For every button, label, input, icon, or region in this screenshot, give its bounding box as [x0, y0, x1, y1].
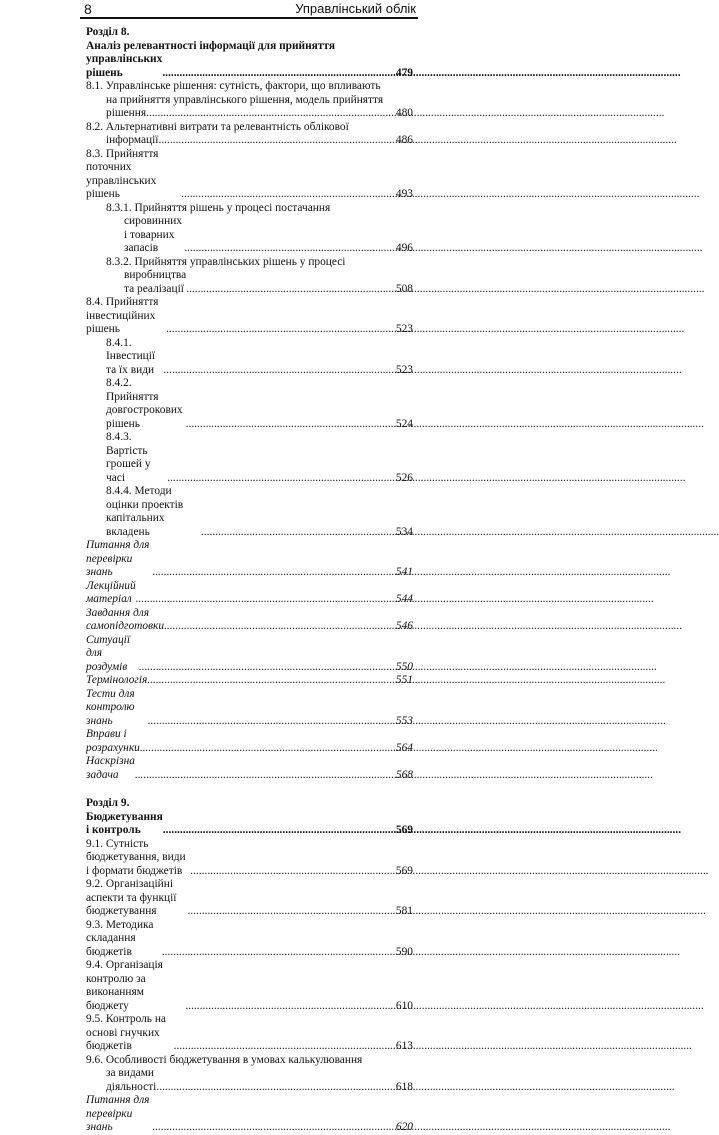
leader-dots	[167, 472, 395, 486]
page-ref: 568	[395, 768, 413, 781]
page-ref: 496	[395, 242, 413, 254]
page-ref: 524	[395, 417, 413, 430]
toc-entry-8-2[interactable]: інформації ..... 486	[86, 134, 413, 148]
page-ref: 523	[395, 323, 413, 335]
section-8-heading: Розділ 8.	[86, 26, 130, 38]
page-ref: 618	[395, 1080, 413, 1093]
page-ref: 610	[395, 999, 413, 1012]
page-ref: 486	[395, 134, 413, 146]
section-8-title-line1: Аналіз релевантності інформації для прийняття	[86, 39, 336, 52]
page-number: 8	[84, 1, 92, 17]
toc-entry-9-6[interactable]: за видами діяльності ..... 618	[86, 1067, 413, 1094]
leader-dots	[181, 188, 395, 202]
running-title: Управлінський облік	[295, 1, 416, 16]
page-ref: 613	[395, 1040, 413, 1052]
toc-entry-8-4-1[interactable]: 8.4.1. Інвестиції та їх види ..... 523	[86, 337, 413, 378]
leader-dots	[162, 67, 395, 81]
leader-dots	[140, 742, 395, 756]
leader-dots	[164, 620, 395, 634]
leader-dots	[163, 364, 395, 378]
toc-entry-8-1-line2: на прийняття управлінського рішення, модель прийняття	[106, 93, 384, 106]
leader-dots	[158, 134, 394, 148]
toc-entry-8-3[interactable]: 8.3. Прийняття поточних управлінських рішень ..... 493	[86, 148, 413, 202]
leader-dots	[162, 946, 395, 960]
toc-entry-9-6-line1[interactable]: 9.6. Особливості бюджетування в умовах калькулювання	[86, 1053, 363, 1066]
toc-entry-8-4[interactable]: 8.4. Прийняття інвестиційних рішень ..... 523	[86, 296, 413, 337]
leader-dots	[186, 418, 395, 432]
leader-dots	[139, 661, 395, 675]
toc-entry-self-study[interactable]: Завдання для самопідготовки ..... 546	[86, 607, 413, 634]
section-9-heading: Розділ 9.	[86, 797, 130, 809]
header-rule	[80, 17, 418, 19]
page-ref: 590	[395, 945, 413, 958]
leader-dots	[188, 905, 395, 919]
leader-dots	[186, 283, 395, 297]
page-ref: 493	[395, 188, 413, 200]
page-ref: 546	[395, 620, 413, 632]
page-ref: 534	[395, 525, 413, 538]
table-of-contents	[86, 26, 413, 1135]
toc-entry-lecture-material[interactable]: Лекційний матеріал ..... 544	[86, 580, 413, 607]
page-ref: 541	[395, 566, 413, 578]
toc-entry-review-questions[interactable]: Питання для перевірки знань ..... 541	[86, 539, 413, 580]
leader-dots	[190, 865, 395, 879]
page-ref: 479	[395, 66, 413, 79]
leader-dots	[152, 1121, 394, 1135]
page-ref: 564	[395, 741, 413, 754]
toc-entry-9-1[interactable]: 9.1. Сутність бюджетування, види і формати бюджетів ..... 569	[86, 838, 413, 879]
page-ref: 526	[395, 471, 413, 484]
leader-dots	[146, 107, 395, 121]
toc-entry-8-3-1-line1[interactable]: 8.3.1. Прийняття рішень у процесі постачання	[106, 201, 331, 214]
leader-dots	[148, 715, 395, 729]
page-ref: 569	[395, 824, 413, 836]
toc-entry-9-4[interactable]: 9.4. Організація контролю за виконанням бюджету ..... 610	[86, 959, 413, 1013]
toc-entry-8-3-2-line1[interactable]: 8.3.2. Прийняття управлінських рішень у процесі	[106, 255, 346, 268]
leader-dots	[166, 323, 395, 337]
leader-dots	[135, 769, 395, 783]
leader-dots	[185, 1000, 395, 1014]
toc-entry-terminology[interactable]: Термінологія ..... 551	[86, 674, 413, 688]
page-ref: 544	[395, 593, 413, 605]
page-ref: 581	[395, 905, 413, 917]
page-ref: 508	[395, 282, 413, 295]
toc-entry-8-3-2[interactable]: виробництва та реалізації ..... 508	[86, 269, 413, 296]
leader-dots	[152, 566, 394, 580]
toc-entry-8-4-4[interactable]: 8.4.4. Методи оцінки проектів капітальних вкладень ..... 534	[86, 485, 413, 539]
leader-dots	[156, 1081, 395, 1095]
leader-dots	[147, 674, 395, 688]
leader-dots	[174, 1040, 395, 1054]
toc-entry-9-3[interactable]: 9.3. Методика складання бюджетів ..... 590	[86, 919, 413, 960]
leader-dots	[201, 526, 395, 540]
toc-entry-8-2-line1[interactable]: 8.2. Альтернативні витрати та релевантність облікової	[86, 120, 349, 133]
page-ref: 523	[395, 363, 413, 376]
toc-entry-exercises[interactable]: Вправи і розрахунки ..... 564	[86, 728, 413, 755]
toc-entry-section-9-title[interactable]: Бюджетування і контроль ..... 569	[86, 811, 413, 838]
toc-entry-9-5[interactable]: 9.5. Контроль на основі гнучких бюджетів ..... 613	[86, 1013, 413, 1054]
toc-entry-9-review-questions[interactable]: Питання для перевірки знань ..... 620	[86, 1094, 413, 1135]
page-ref: 551	[395, 674, 413, 686]
toc-entry-case-task[interactable]: Наскрізна задача ..... 568	[86, 755, 413, 782]
page-ref: 480	[395, 107, 413, 119]
leader-dots	[163, 824, 395, 838]
page-ref: 553	[395, 714, 413, 727]
toc-entry-8-1[interactable]: рішення ..... 480	[86, 107, 413, 121]
toc-entry-tests[interactable]: Тести для контролю знань ..... 553	[86, 688, 413, 729]
section-gap	[86, 782, 413, 797]
leader-dots	[136, 593, 395, 607]
toc-entry-9-2[interactable]: 9.2. Організаційні аспекти та функції бюджетування ..... 581	[86, 878, 413, 919]
toc-entry-8-3-1[interactable]: сировинних і товарних запасів ..... 496	[86, 215, 413, 256]
page-header	[80, 0, 418, 21]
toc-entry-8-4-2[interactable]: 8.4.2. Прийняття довгострокових рішень ..... 524	[86, 377, 413, 431]
page-ref: 620	[395, 1121, 413, 1133]
toc-entry-section-8-title[interactable]: управлінських рішень ..... 479	[86, 53, 413, 80]
page-ref: 569	[395, 864, 413, 877]
toc-entry-situations[interactable]: Ситуації для роздумів ..... 550	[86, 634, 413, 675]
toc-entry-8-1-line1[interactable]: 8.1. Управлінське рішення: сутність, фактори, що впливають	[86, 80, 381, 92]
leader-dots	[184, 242, 395, 256]
toc-entry-8-4-3[interactable]: 8.4.3. Вартість грошей у часі ..... 526	[86, 431, 413, 485]
page-ref: 550	[395, 660, 413, 673]
